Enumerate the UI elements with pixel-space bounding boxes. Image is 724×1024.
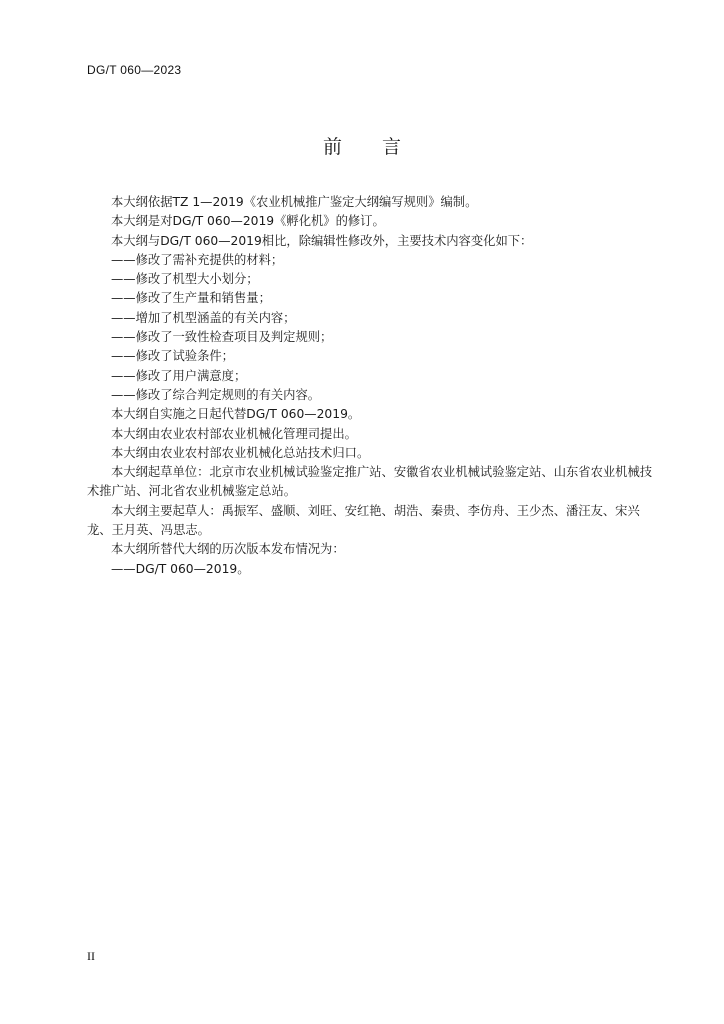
paragraph: 本大纲依据TZ 1—2019《农业机械推广鉴定大纲编写规则》编制。 — [111, 195, 478, 209]
paragraph: 本大纲由农业农村部农业机械化总站技术归口。 — [111, 445, 370, 460]
paragraph: 本大纲由农业农村部农业机械化管理司提出。 — [111, 426, 357, 441]
paragraph: 本大纲是对DG/T 060—2019《孵化机》的修订。 — [111, 214, 385, 229]
foreword-body — [87, 193, 653, 579]
change-list-item: ——修改了试验条件； — [111, 349, 234, 364]
paragraph: 本大纲与DG/T 060—2019相比，除编辑性修改外，主要技术内容变化如下： — [111, 233, 533, 248]
drafting-units-paragraph: 本大纲起草单位：北京市农业机械试验鉴定推广站、安徽省农业机械试验鉴定站、山东省农业机械技术推广站、河北省农业机械鉴定总站。 — [87, 465, 653, 499]
change-list-item: ——修改了需补充提供的材料； — [111, 252, 284, 267]
paragraph: 本大纲自实施之日起代替DG/T 060—2019。 — [111, 407, 361, 422]
change-list-item: ——修改了机型大小划分； — [111, 272, 259, 287]
change-list-item: ——修改了用户满意度； — [111, 368, 247, 383]
page-title-char-1: 前 — [322, 136, 342, 158]
drafters-paragraph: 本大纲主要起草人：禹振军、盛顺、刘旺、安红艳、胡浩、秦贵、李仿舟、王少杰、潘汪友、宋兴龙、王月英、冯思志。 — [87, 503, 640, 538]
document-code-header: DG/T 060—2023 — [87, 63, 182, 77]
version-history-item: ——DG/T 060—2019。 — [111, 561, 250, 576]
page-title-char-2: 言 — [382, 136, 402, 158]
change-list-item: ——修改了综合判定规则的有关内容。 — [111, 387, 321, 402]
change-list-item: ——修改了一致性检查项目及判定规则； — [111, 330, 333, 345]
change-list-item: ——增加了机型涵盖的有关内容； — [111, 310, 296, 325]
paragraph: 本大纲所替代大纲的历次版本发布情况为： — [111, 542, 345, 557]
change-list-item: ——修改了生产量和销售量； — [111, 291, 271, 306]
page-number: II — [87, 949, 95, 963]
page-title — [0, 132, 724, 159]
